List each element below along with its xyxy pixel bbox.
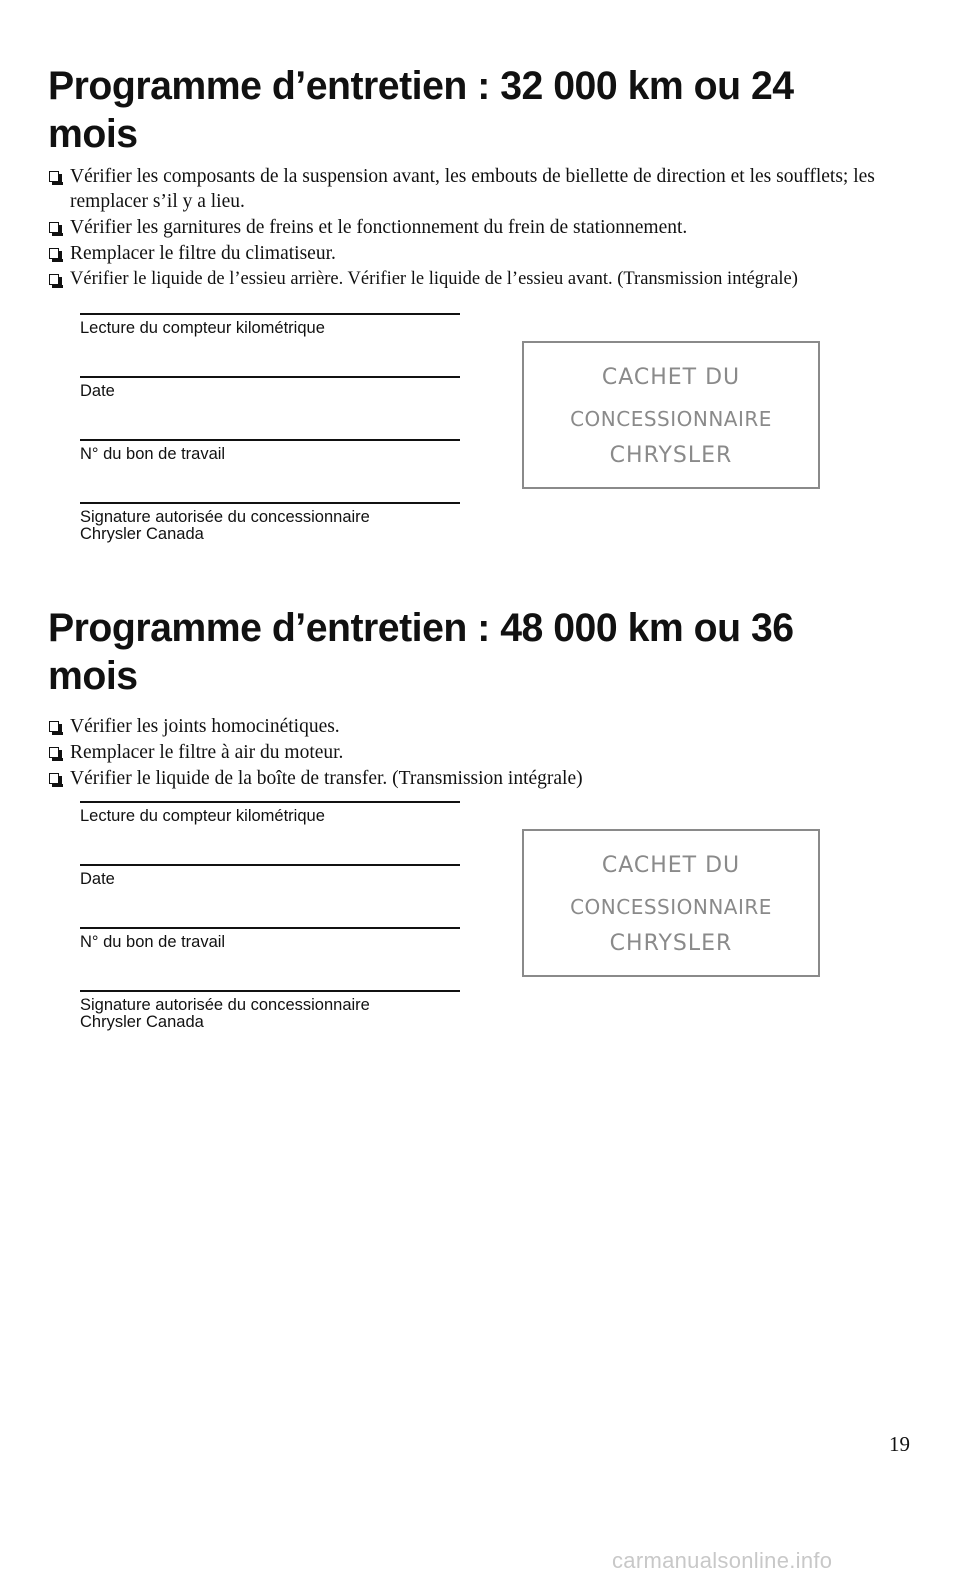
- checklist-item: [48, 766, 908, 791]
- stamp-line-3: CHRYSLER: [609, 931, 733, 956]
- checklist-item: [48, 241, 908, 266]
- blank-line: [80, 864, 460, 866]
- checklist-item: [48, 267, 908, 292]
- checkbox-icon: [49, 747, 59, 758]
- signature-field: [80, 502, 460, 543]
- work-order-field: [80, 927, 460, 951]
- stamp-line-2: CONCESSIONNAIRE: [570, 895, 772, 919]
- field-label: Lecture du compteur kilométrique: [80, 807, 325, 825]
- checklist-item: [48, 164, 908, 214]
- checklist: [48, 714, 908, 791]
- field-label: N° du bon de travail: [80, 445, 226, 463]
- field-label: N° du bon de travail: [80, 933, 226, 951]
- blank-line: [80, 439, 460, 441]
- checkbox-icon: [49, 171, 59, 182]
- checkbox-icon: [49, 773, 59, 784]
- dealer-stamp-box: [522, 341, 820, 489]
- odometer-field: [80, 801, 460, 825]
- maintenance-section-32000: [48, 62, 908, 293]
- checklist-item: [48, 740, 908, 765]
- date-field: [80, 864, 460, 888]
- odometer-field: [80, 313, 460, 337]
- stamp-line-3: CHRYSLER: [609, 443, 733, 468]
- field-label: Date: [80, 870, 115, 888]
- checklist-item: [48, 714, 908, 739]
- checklist-item-text: Vérifier les composants de la suspension avant, les embouts de biellette de direction et les soufflets; les remplacer s’il y a lieu.: [70, 166, 875, 212]
- section-heading: Programme d’entretien : 48 000 km ou 36 mois: [48, 606, 794, 698]
- checklist: [48, 164, 908, 292]
- blank-line: [80, 801, 460, 803]
- checklist-item-text: Vérifier le liquide de l’essieu arrière. Vérifier le liquide de l’essieu avant. (Transmission intégrale): [70, 269, 798, 289]
- page-number: 19: [889, 1432, 910, 1456]
- signature-field: [80, 990, 460, 1031]
- blank-line: [80, 313, 460, 315]
- checkbox-icon: [49, 274, 59, 285]
- blank-line: [80, 990, 460, 992]
- stamp-line-2: CONCESSIONNAIRE: [570, 407, 772, 431]
- checklist-item-text: Vérifier le liquide de la boîte de transfer. (Transmission intégrale): [70, 768, 583, 789]
- checklist-item-text: Remplacer le filtre du climatiseur.: [70, 243, 336, 264]
- blank-line: [80, 376, 460, 378]
- section-heading: Programme d’entretien : 32 000 km ou 24 mois: [48, 64, 794, 156]
- maintenance-section-48000: [48, 604, 908, 792]
- work-order-field: [80, 439, 460, 463]
- blank-line: [80, 502, 460, 504]
- stamp-line-1: CACHET DU: [601, 853, 741, 878]
- checklist-item: [48, 215, 908, 240]
- field-label: Lecture du compteur kilométrique: [80, 319, 325, 337]
- field-label: Signature autorisée du concessionnaire Chrysler Canada: [80, 508, 370, 543]
- blank-line: [80, 927, 460, 929]
- field-label: Signature autorisée du concessionnaire Chrysler Canada: [80, 996, 370, 1031]
- checkbox-icon: [49, 248, 59, 259]
- date-field: [80, 376, 460, 400]
- checklist-item-text: Remplacer le filtre à air du moteur.: [70, 742, 344, 763]
- checkbox-icon: [49, 222, 59, 233]
- checklist-item-text: Vérifier les joints homocinétiques.: [70, 716, 340, 737]
- dealer-stamp-box: [522, 829, 820, 977]
- field-label: Date: [80, 382, 115, 400]
- checklist-item-text: Vérifier les garnitures de freins et le fonctionnement du frein de stationnement.: [70, 217, 688, 238]
- checkbox-icon: [49, 721, 59, 732]
- watermark: carmanualsonline.info: [612, 1548, 833, 1573]
- stamp-line-1: CACHET DU: [601, 365, 741, 390]
